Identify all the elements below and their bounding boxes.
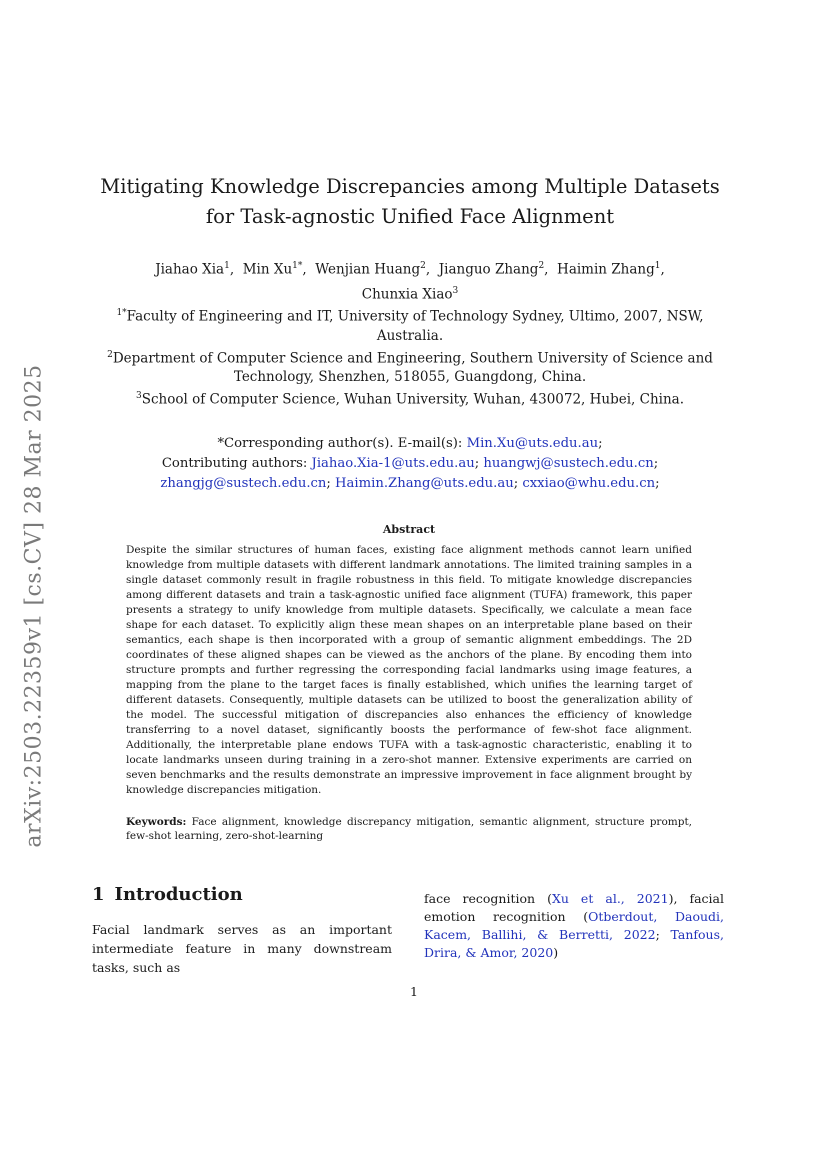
title-line-1: Mitigating Knowledge Discrepancies among Multiple Datasets bbox=[100, 175, 720, 198]
intro-left-column bbox=[92, 920, 392, 977]
affiliation-item bbox=[100, 346, 720, 388]
arxiv-identifier-text: arXiv:2503.22359v1 [cs.CV] 28 Mar 2025 bbox=[21, 364, 47, 848]
affiliation-list bbox=[100, 304, 720, 410]
keywords-label: Keywords: bbox=[126, 816, 187, 828]
affiliation-text: School of Computer Science, Wuhan University, Wuhan, 430072, Hubei, China. bbox=[141, 391, 685, 408]
citation-link[interactable]: Otberdout, Daoudi, Kacem, Ballihi, & Berretti, 2022 bbox=[424, 909, 725, 942]
citation-link[interactable]: Xu et al., 2021 bbox=[551, 891, 669, 906]
intro-right-column bbox=[424, 890, 724, 962]
email-link[interactable]: huangwj@sustech.edu.cn bbox=[483, 456, 654, 471]
author-affil-mark: 1* bbox=[292, 261, 303, 271]
author-affil-mark: 1 bbox=[224, 261, 230, 271]
page-number: 1 bbox=[410, 984, 418, 999]
contributing-label: Contributing authors: bbox=[161, 456, 308, 471]
contact-emails: *Corresponding author(s). E-mail(s): Min.Xu@uts.edu.au; Contributing authors: Jiahao.Xia-1@uts.edu.au; huangwj@sustech.edu.cn; zhangjg@sustech.edu.cn; Haimin.Zhang@uts.edu.au; cxxiao@whu.edu.cn; bbox=[160, 436, 660, 491]
intro-paragraph-left: Facial landmark serves as an important intermediate feature in many downstream tasks, such as bbox=[92, 922, 392, 975]
abstract-heading: Abstract bbox=[382, 523, 436, 536]
affiliation-item bbox=[100, 304, 720, 346]
author-name: Wenjian Huang bbox=[315, 261, 421, 278]
email-link[interactable]: cxxiao@whu.edu.cn bbox=[522, 476, 656, 491]
affiliation-item bbox=[100, 387, 720, 410]
email-link[interactable]: zhangjg@sustech.edu.cn bbox=[160, 476, 327, 491]
author-name: Jiahao Xia bbox=[155, 261, 225, 278]
abstract-block bbox=[126, 522, 692, 798]
intro-text: ), facial emotion recognition ( bbox=[424, 891, 724, 924]
author-list: Jiahao Xia$^1$, Min $Xu^{1*}$, Wenjian Huang$^2$, Jianguo Zhang$^2$, Haimin Zhang$^1$, Chunxia Xiao$^3$ bbox=[155, 261, 665, 302]
author-affil-mark: 2 bbox=[538, 261, 545, 271]
author-affil-mark: 3 bbox=[452, 285, 459, 296]
affiliation-text: Department of Computer Science and Engineering, Southern University of Science and Technology, Shenzhen, 518055, Guangdong, China. bbox=[112, 350, 713, 385]
affiliation-mark: 2 bbox=[107, 349, 113, 360]
author-affil-mark: 1 bbox=[654, 261, 661, 271]
keywords-block bbox=[126, 815, 692, 843]
author-name: Chunxia Xiao bbox=[361, 286, 453, 302]
affiliation-text: Faculty of Engineering and IT, University of Technology Sydney, Ultimo, 2007, NSW, Australia. bbox=[126, 308, 704, 344]
corresponding-label: *Corresponding author(s). E-mail(s): bbox=[217, 436, 463, 451]
email-link[interactable]: Jiahao.Xia-1@uts.edu.au bbox=[311, 456, 475, 471]
intro-text: ) bbox=[553, 945, 559, 960]
paper-title bbox=[100, 172, 720, 232]
section-number: 1 bbox=[92, 884, 105, 905]
intro-text: face recognition ( bbox=[424, 891, 552, 906]
abstract-text: Despite the similar structures of human faces, existing face alignment methods cannot learn unified knowledge from multiple datasets with different landmark annotations. The limited training samples in a single dataset commonly result in fragile robustness in this field. To mitigate knowledge discrepancies among different datasets and train a task-agnostic unified face alignment (TUFA) framework, this paper presents a strategy to unify knowledge from multiple datasets. Specifically, we calculate a mean face shape for each dataset. To explicitly align these mean shapes on an interpretable plane based on their semantics, each shape is then incorporated with a group of semantic alignment embeddings. The 2D coordinates of these aligned shapes can be viewed as the anchors of the plane. By encoding them into structure prompts and further regressing the corresponding facial landmarks using image features, a mapping from the plane to the target faces is finally established, which unifies the learning target of different datasets. Consequently, multiple datasets can be utilized to boost the generalization ability of the model. The successful mitigation of discrepancies also enhances the efficiency of knowledge transferring to a novel dataset, significantly boosts the performance of few-shot face alignment. Additionally, the interpretable plane endows TUFA with a task-agnostic characteristic, enabling it to locate landmarks unseen during training in a zero-shot manner. Extensive experiments are carried on seven benchmarks and the results demonstrate an impressive improvement in face alignment brought by knowledge discrepancies mitigation. bbox=[126, 544, 692, 796]
intro-text: ; bbox=[655, 927, 671, 942]
email-link[interactable]: Min.Xu@uts.edu.au bbox=[466, 436, 599, 451]
title-line-2: for Task-agnostic Unified Face Alignment bbox=[205, 205, 615, 228]
affiliation-mark: 3 bbox=[135, 391, 142, 401]
author-name: Haimin Zhang bbox=[557, 261, 655, 278]
affiliation-mark: 1* bbox=[116, 308, 127, 318]
author-name: Jianguo Zhang bbox=[438, 261, 539, 278]
section-title: Introduction bbox=[114, 884, 243, 905]
email-link[interactable]: Haimin.Zhang@uts.edu.au bbox=[335, 476, 514, 491]
section-heading bbox=[92, 884, 253, 905]
arxiv-identifier-stamp bbox=[6, 362, 62, 850]
intro-paragraph-right bbox=[424, 890, 724, 962]
author-affil-mark: 2 bbox=[420, 261, 426, 271]
keywords-text: Face alignment, knowledge discrepancy mitigation, semantic alignment, structure prompt, few-shot learning, zero-shot-learning bbox=[126, 816, 693, 842]
citation-link[interactable]: Tanfous, Drira, & Amor, 2020 bbox=[424, 927, 724, 960]
author-name: Min Xu bbox=[242, 261, 293, 278]
